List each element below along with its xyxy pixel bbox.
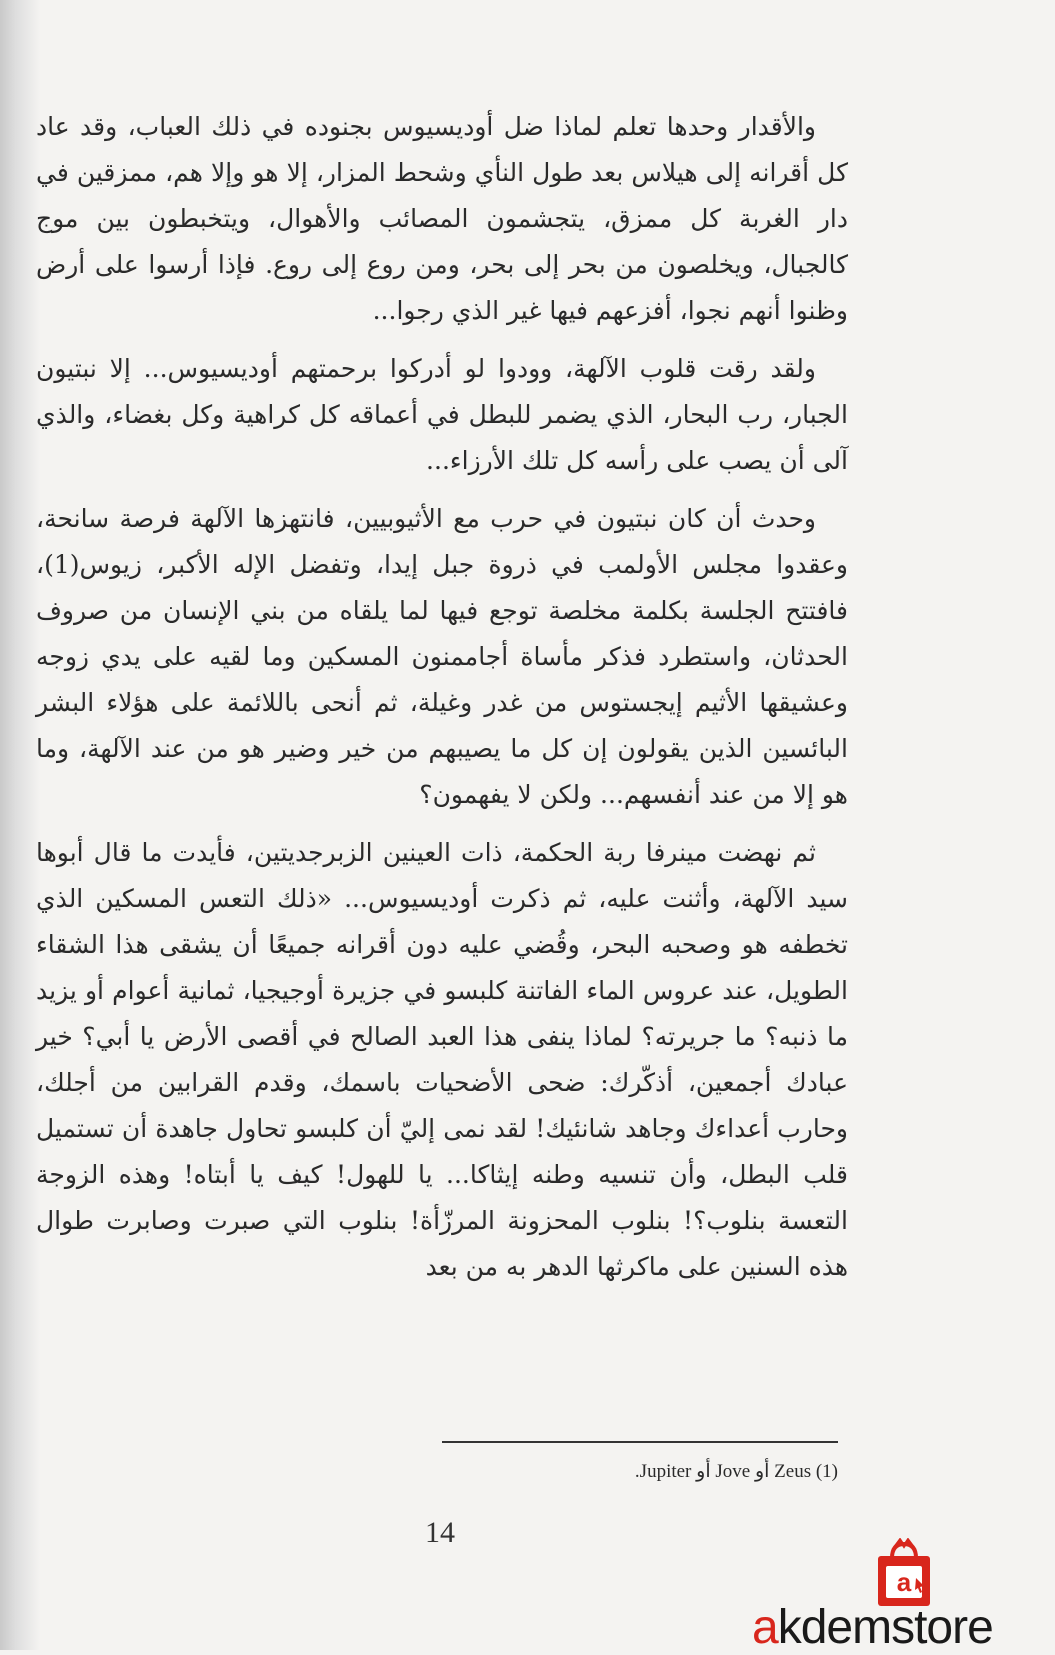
paragraph-3: وحدث أن كان نبتيون في حرب مع الأثيوبيين، فانتهزها الآلهة فرصة سانحة، وعقدوا مجلس الأولمب في ذروة جبل إيدا، وتفضل الإله الأكبر، زيوس(1)، فافتتح الجلسة بكلمة مخلصة توجع فيها لما يلقاه من بني الإنسان من صروف الحدثان، واستطرد فذكر مأساة أجاممنون المسكين وما لقيه على يدي زوجه وعشيقها الأثيم إيجستوس من غدر وغيلة، ثم أنحى باللائمة على هؤلاء البشر البائسين الذين يقولون إن كل ما يصيبهم من خير وضير هو من عند الآلهة، وما هو إلا من عند أنفسهم... ولكن لا يفهمون؟ [36,504,848,809]
paragraph-4: ثم نهضت مينرفا ربة الحكمة، ذات العينين الزبرجديتين، فأيدت ما قال أبوها سيد الآلهة، وأثنت عليه، ثم ذكرت أوديسيوس... «ذلك التعس المسكين الذي تخطفه هو وصحبه البحر، وقُضي عليه دون أقرانه جميعًا أن يشقى هذا الشقاء الطويل، عند عروس الماء الفاتنة كلبسو في جزيرة أوجيجيا، ثمانية أعوام أو يزيد ما ذنبه؟ ما جريرته؟ لماذا ينفى هذا العبد الصالح في أقصى الأرض يا أبي؟ خير عبادك أجمعين، أذكّرك: ضحى الأضحيات باسمك، وقدم القرابين من أجلك، وحارب أعداءك وجاهد شانئيك! لقد نمى إليّ أن كلبسو تحاول جاهدة أن تستميل قلب البطل، وأن تنسيه وطنه إيثاكا... يا للهول! كيف يا أبتاه! وهذه الزوجة التعسة بنلوب؟! بنلوب المحزونة المرزّأة! بنلوب التي صبرت وصابرت طوال هذه السنين على ماكرثها الدهر به من بعد [36,838,848,1281]
paragraph-2: ولقد رقت قلوب الآلهة، وودوا لو أدركوا برحمتهم أوديسيوس... إلا نبتيون الجبار، رب البحار، الذي يضمر للبطل في أعماقه كل كراهية وكل بغضاء، والذي آلى أن يصب على رأسه كل تلك الأرزاء... [36,354,848,475]
page-gutter-shadow [0,0,40,1650]
paragraph-1: والأقدار وحدها تعلم لماذا ضل أوديسيوس بجنوده في ذلك العباب، وقد عاد كل أقرانه إلى هيلاس بعد طول النأي وشحط المزار، إلا هو وإلا هم، ممزقين في دار الغربة كل ممزق، يتجشمون المصائب والأهوال، ويتخبطون بين موج كالجبال، ويخلصون من بحر إلى بحر، ومن روع إلى روع. فإذا أرسوا على أرض وظنوا أنهم نجوا، أفزعهم فيها غير الذي رجوا... [36,112,848,325]
footnote: (1) Zeus أو Jove أو Jupiter. [634,1461,838,1482]
bag-letter: a [896,1567,912,1597]
page-body [36,104,848,1302]
footnote-separator [442,1441,838,1443]
page-number: 14 [425,1516,455,1549]
store-name-prefix: a [752,1601,778,1654]
store-name [752,1600,1052,1655]
store-name-rest: kdemstore [777,1601,993,1654]
store-watermark [752,1538,1052,1654]
